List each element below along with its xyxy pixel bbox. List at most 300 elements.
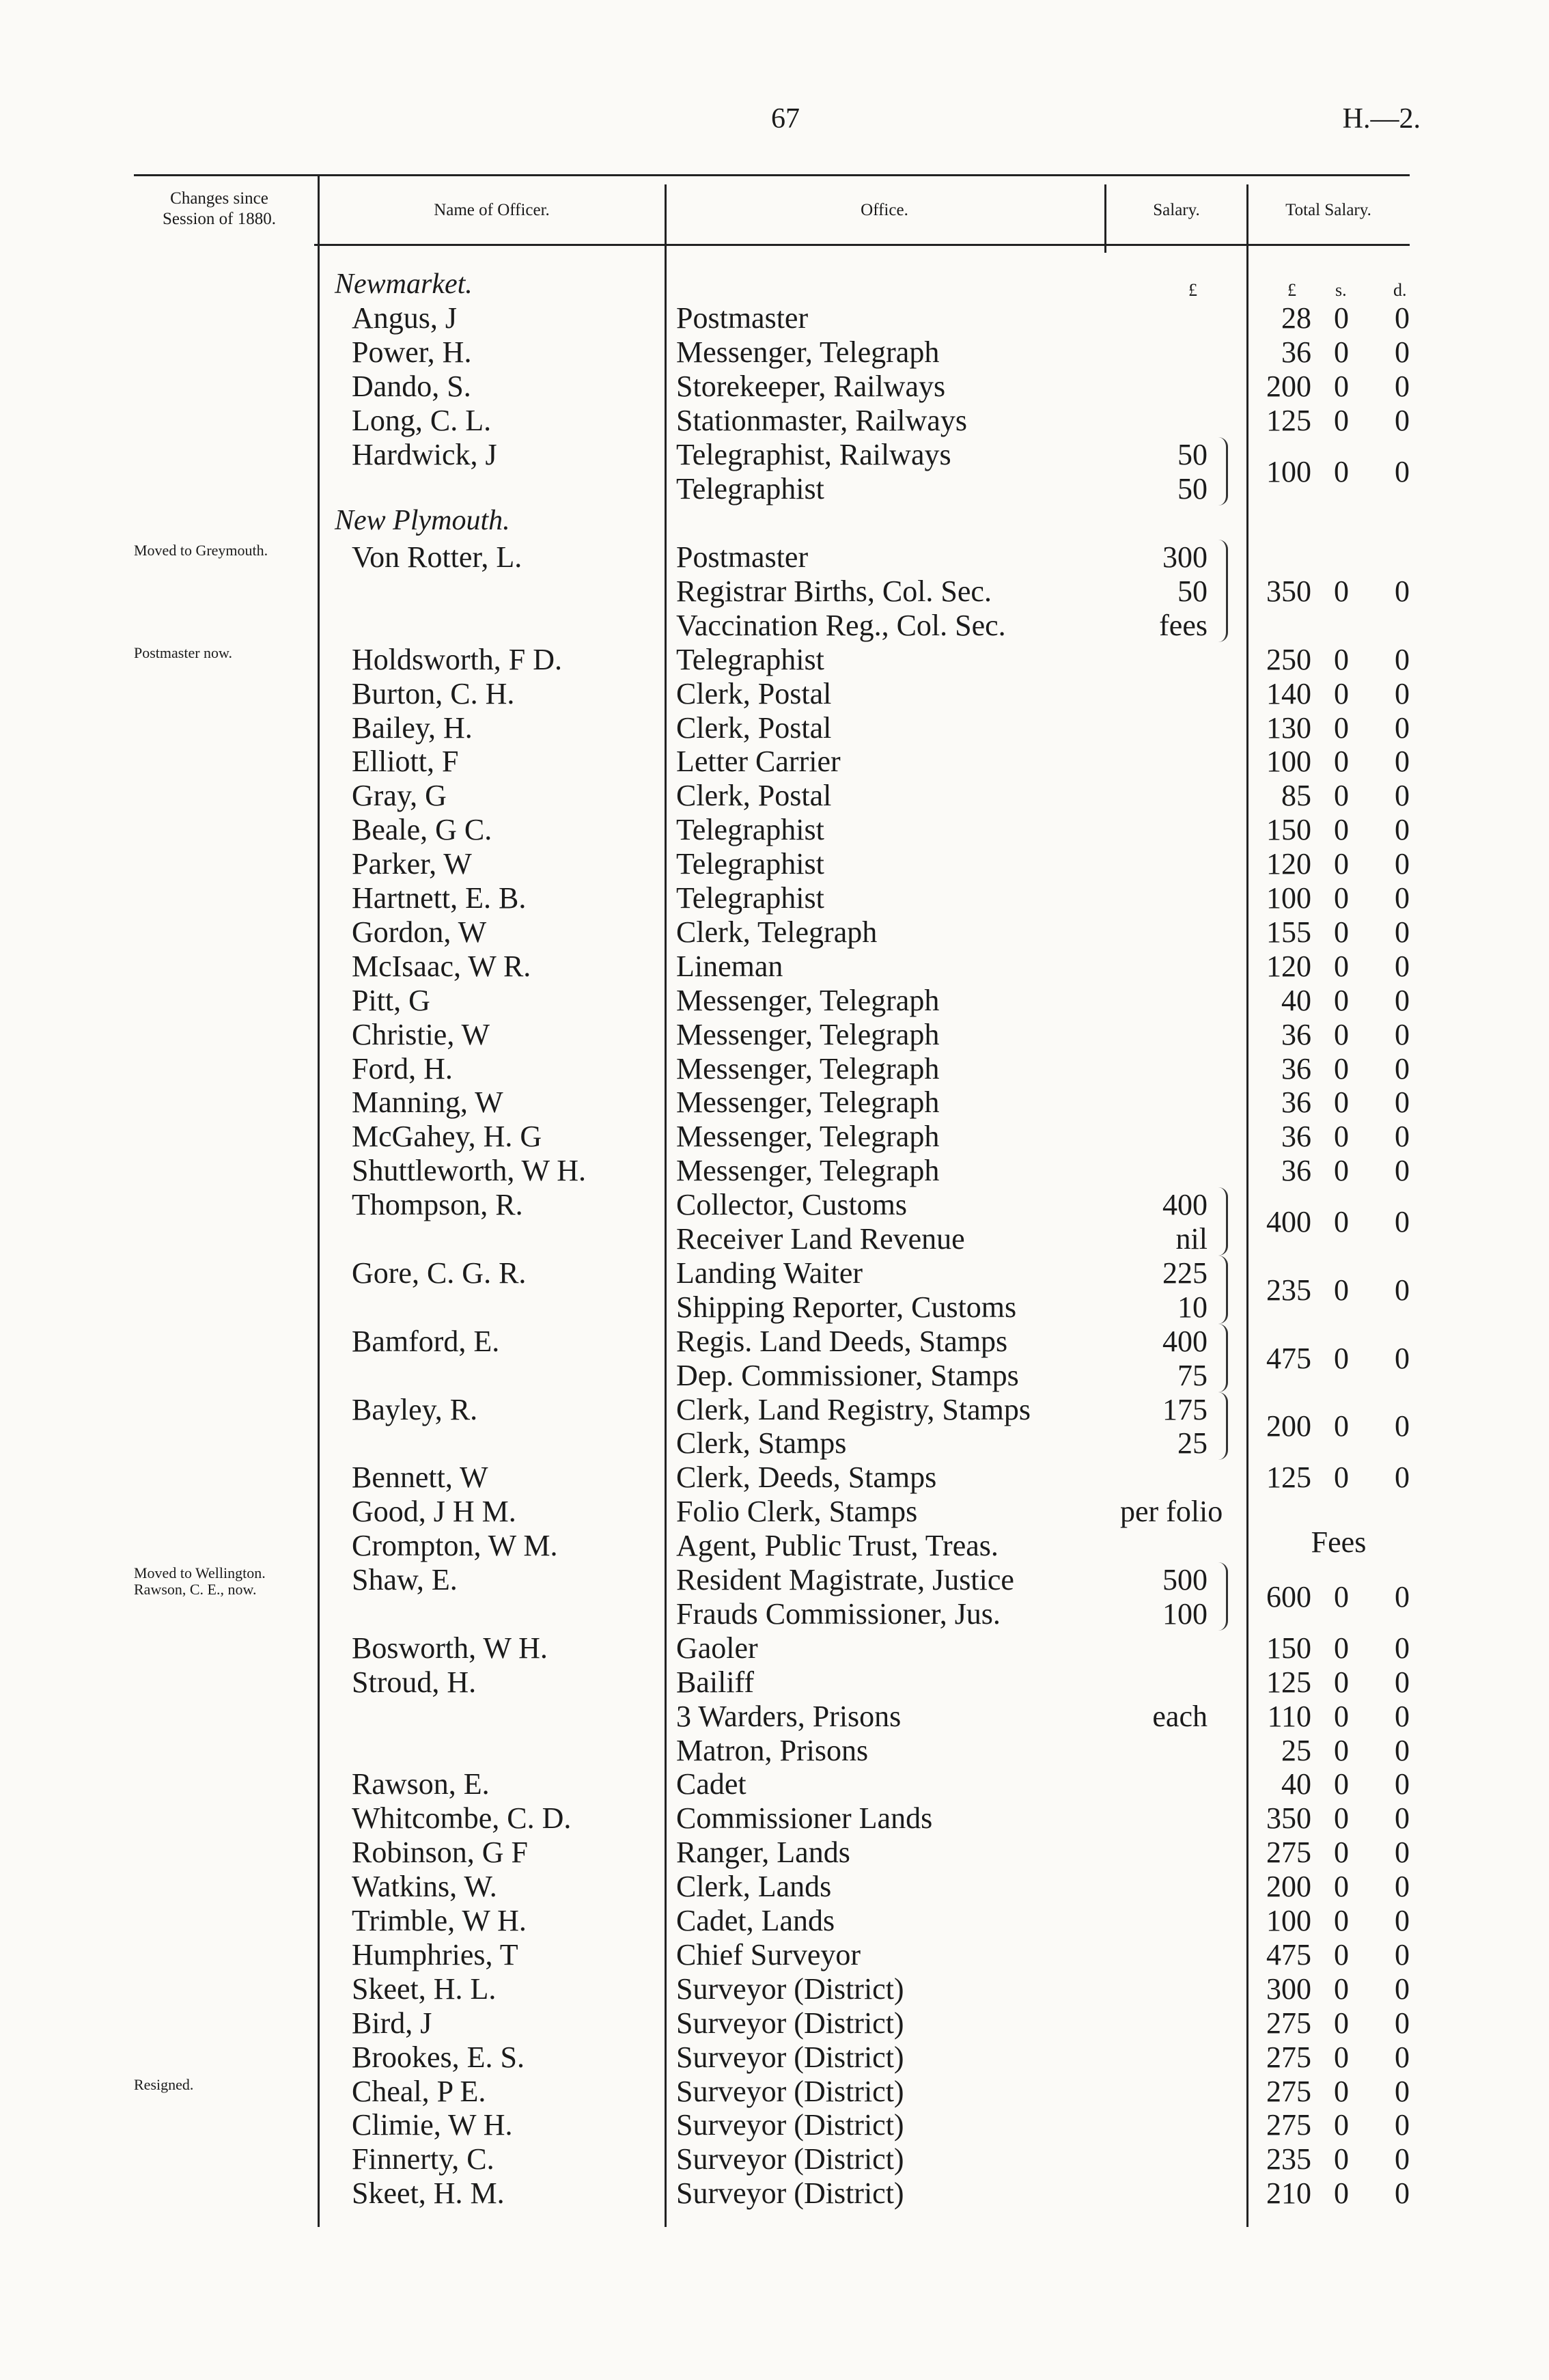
total-shillings: 0 bbox=[1334, 370, 1349, 403]
office-title: Surveyor (District) bbox=[676, 1971, 904, 2006]
table-row bbox=[0, 369, 1549, 403]
table-row bbox=[0, 1017, 1549, 1051]
office-title: Collector, Customs bbox=[676, 1188, 908, 1222]
total-pounds: 200 bbox=[1266, 370, 1311, 403]
office-title: Registrar Births, Col. Sec. bbox=[676, 574, 992, 608]
office-title: Surveyor (District) bbox=[676, 2040, 904, 2074]
group-total-pence: 0 bbox=[1395, 574, 1410, 608]
office-title: Telegraphist bbox=[676, 642, 824, 676]
total-pounds: 85 bbox=[1281, 779, 1311, 813]
office-title: Messenger, Telegraph bbox=[676, 335, 940, 369]
office-title: Lineman bbox=[676, 949, 783, 983]
group-total-shillings: 0 bbox=[1334, 1341, 1349, 1375]
group-total-pounds: 400 bbox=[1266, 1205, 1311, 1239]
total-pence: 0 bbox=[1395, 1801, 1410, 1836]
total-pounds: 36 bbox=[1281, 1154, 1311, 1188]
total-shillings: 0 bbox=[1334, 745, 1349, 779]
total-pounds: 350 bbox=[1266, 1801, 1311, 1836]
table-row bbox=[0, 1494, 1549, 1528]
officer-name: Brookes, E. S. bbox=[352, 2040, 525, 2074]
total-pounds: 120 bbox=[1266, 949, 1311, 983]
office-title: Regis. Land Deeds, Stamps bbox=[676, 1324, 1008, 1358]
total-pence: 0 bbox=[1395, 1461, 1410, 1495]
total-pounds: 275 bbox=[1266, 2006, 1311, 2040]
total-pounds: 275 bbox=[1266, 2108, 1311, 2142]
total-pence: 0 bbox=[1395, 1870, 1410, 1904]
total-pounds: 125 bbox=[1266, 404, 1311, 437]
total-shillings: 0 bbox=[1334, 404, 1349, 437]
total-shillings: 0 bbox=[1334, 2176, 1349, 2211]
table-row bbox=[0, 1801, 1549, 1835]
total-shillings: 0 bbox=[1334, 1870, 1349, 1904]
group-total-row bbox=[0, 1409, 1549, 1443]
header-changes-line2: Session of 1880. bbox=[163, 210, 276, 228]
office-title: Telegraphist bbox=[676, 847, 824, 881]
total-shillings: 0 bbox=[1334, 1017, 1349, 1051]
salary-value: 400 bbox=[1162, 1188, 1208, 1222]
table-row bbox=[0, 846, 1549, 881]
officer-name: Trimble, W H. bbox=[352, 1904, 527, 1937]
table-row bbox=[0, 949, 1549, 983]
total-pounds: 150 bbox=[1266, 1631, 1311, 1665]
group-total-pence: 0 bbox=[1395, 1273, 1410, 1307]
total-shillings: 0 bbox=[1334, 1120, 1349, 1154]
group-total-pence: 0 bbox=[1395, 1205, 1410, 1239]
group-total-pence: 0 bbox=[1395, 455, 1410, 488]
total-shillings: 0 bbox=[1334, 2108, 1349, 2142]
office-title: Telegraphist bbox=[676, 813, 824, 847]
table-row bbox=[0, 881, 1549, 915]
total-pound-unit: £ bbox=[1287, 280, 1296, 300]
total-shillings: 0 bbox=[1334, 813, 1349, 847]
office-title: Matron, Prisons bbox=[676, 1733, 869, 1767]
office-title: Clerk, Postal bbox=[676, 676, 832, 710]
office-title: Messenger, Telegraph bbox=[676, 1051, 940, 1085]
total-shillings: 0 bbox=[1334, 1154, 1349, 1188]
table-row bbox=[0, 2040, 1549, 2074]
salary-value: 25 bbox=[1177, 1426, 1208, 1461]
office-title: Surveyor (District) bbox=[676, 2006, 904, 2040]
officer-name: Elliott, F bbox=[352, 745, 459, 779]
officer-name: Bosworth, W H. bbox=[352, 1631, 548, 1665]
total-shillings-unit: s. bbox=[1335, 280, 1347, 300]
group-total-shillings: 0 bbox=[1334, 1205, 1349, 1239]
salary-value: 10 bbox=[1177, 1290, 1208, 1324]
total-pence: 0 bbox=[1395, 1699, 1410, 1733]
salary-value: 75 bbox=[1177, 1358, 1208, 1392]
office-title: Landing Waiter bbox=[676, 1256, 863, 1290]
total-pence: 0 bbox=[1395, 949, 1410, 983]
table-row bbox=[0, 1631, 1549, 1665]
header-changes bbox=[134, 189, 305, 230]
table-row bbox=[0, 1835, 1549, 1869]
total-pence: 0 bbox=[1395, 2108, 1410, 2142]
total-shillings: 0 bbox=[1334, 1733, 1349, 1767]
office-title: Bailiff bbox=[676, 1665, 755, 1699]
total-pounds: 275 bbox=[1266, 2074, 1311, 2108]
officer-name: Burton, C. H. bbox=[352, 676, 515, 710]
total-pence: 0 bbox=[1395, 1120, 1410, 1154]
officer-name: Bennett, W bbox=[352, 1461, 488, 1495]
salary-value: fees bbox=[1159, 608, 1208, 642]
office-title: Messenger, Telegraph bbox=[676, 1154, 940, 1188]
officer-name: Crompton, W M. bbox=[352, 1529, 558, 1563]
office-title: Receiver Land Revenue bbox=[676, 1222, 965, 1256]
office-title: Surveyor (District) bbox=[676, 2142, 904, 2176]
office-title: Letter Carrier bbox=[676, 745, 841, 779]
office-title: 3 Warders, Prisons bbox=[676, 1699, 902, 1733]
officer-name: Holdsworth, F D. bbox=[352, 642, 563, 676]
group-total-row bbox=[0, 1273, 1549, 1307]
header-bottom-rule bbox=[314, 244, 1410, 246]
total-pounds: 130 bbox=[1266, 710, 1311, 745]
officer-name: Skeet, H. M. bbox=[352, 2176, 505, 2211]
group-total-pounds: 475 bbox=[1266, 1341, 1311, 1375]
office-title: Commissioner Lands bbox=[676, 1801, 933, 1836]
salary-value: 300 bbox=[1162, 540, 1208, 574]
officer-name: Climie, W H. bbox=[352, 2108, 513, 2142]
salary-value: 225 bbox=[1162, 1256, 1208, 1290]
brace-icon bbox=[1214, 437, 1228, 506]
office-title: Clerk, Stamps bbox=[676, 1426, 847, 1461]
group-total-pounds: 235 bbox=[1266, 1273, 1311, 1307]
table-row bbox=[0, 2006, 1549, 2040]
officer-name: Von Rotter, L. bbox=[352, 540, 522, 574]
officer-name: Thompson, R. bbox=[352, 1188, 523, 1222]
brace-icon bbox=[1214, 540, 1228, 642]
table-row bbox=[0, 1937, 1549, 1971]
table-row bbox=[0, 812, 1549, 846]
total-shillings: 0 bbox=[1334, 1971, 1349, 2006]
total-pence: 0 bbox=[1395, 1631, 1410, 1665]
table-row bbox=[0, 1767, 1549, 1801]
total-pounds: 475 bbox=[1266, 1937, 1311, 1971]
officer-name: McGahey, H. G bbox=[352, 1120, 542, 1154]
total-pounds: 125 bbox=[1266, 1461, 1311, 1495]
total-pounds: 250 bbox=[1266, 642, 1311, 676]
total-pounds: 36 bbox=[1281, 1120, 1311, 1154]
page-number: 67 bbox=[771, 103, 800, 135]
office-title: Surveyor (District) bbox=[676, 2074, 904, 2108]
office-title: Clerk, Deeds, Stamps bbox=[676, 1461, 937, 1495]
total-shillings: 0 bbox=[1334, 2006, 1349, 2040]
table-row bbox=[0, 1903, 1549, 1937]
office-title: Clerk, Postal bbox=[676, 779, 832, 813]
office-title: Agent, Public Trust, Treas. bbox=[676, 1529, 999, 1563]
officer-name: Hardwick, J bbox=[352, 438, 497, 471]
total-pounds: 36 bbox=[1281, 1051, 1311, 1085]
officer-name: Bird, J bbox=[352, 2006, 432, 2040]
total-pounds: 36 bbox=[1281, 1085, 1311, 1120]
table-row bbox=[0, 403, 1549, 437]
total-pounds: 155 bbox=[1266, 915, 1311, 949]
table-row bbox=[0, 1699, 1549, 1733]
total-pounds: 140 bbox=[1266, 676, 1311, 710]
officer-name: Shuttleworth, W H. bbox=[352, 1154, 587, 1188]
officer-name: Humphries, T bbox=[352, 1937, 518, 1971]
officer-name: Hartnett, E. B. bbox=[352, 881, 527, 915]
total-pounds: 25 bbox=[1281, 1733, 1311, 1767]
table-row bbox=[0, 2142, 1549, 2176]
total-pence-unit: d. bbox=[1393, 280, 1407, 300]
total-pence: 0 bbox=[1395, 2006, 1410, 2040]
table-row bbox=[0, 983, 1549, 1017]
officer-name: Robinson, G F bbox=[352, 1836, 528, 1870]
header-top-rule bbox=[134, 174, 1410, 176]
total-pence: 0 bbox=[1395, 779, 1410, 813]
total-pence: 0 bbox=[1395, 1017, 1410, 1051]
section-new-plymouth: New Plymouth. bbox=[335, 505, 510, 536]
office-title: Telegraphist bbox=[676, 881, 824, 915]
table-row bbox=[0, 301, 1549, 335]
total-pence: 0 bbox=[1395, 2074, 1410, 2108]
total-shillings: 0 bbox=[1334, 1904, 1349, 1937]
office-title: Messenger, Telegraph bbox=[676, 1120, 940, 1154]
officer-name: Angus, J bbox=[352, 301, 458, 335]
officer-name: Whitcombe, C. D. bbox=[352, 1801, 572, 1836]
total-pounds: 40 bbox=[1281, 1767, 1311, 1801]
total-pence: 0 bbox=[1395, 335, 1410, 369]
total-shillings: 0 bbox=[1334, 1699, 1349, 1733]
officer-name: Christie, W bbox=[352, 1017, 490, 1051]
total-pence: 0 bbox=[1395, 983, 1410, 1017]
total-pounds: 125 bbox=[1266, 1665, 1311, 1699]
total-shillings: 0 bbox=[1334, 1937, 1349, 1971]
table-row bbox=[0, 676, 1549, 710]
document-reference: H.—2. bbox=[1342, 103, 1421, 135]
brace-icon bbox=[1214, 1187, 1228, 1256]
change-note: Moved to Wellington. Rawson, C. E., now. bbox=[134, 1564, 266, 1598]
total-shillings: 0 bbox=[1334, 710, 1349, 745]
group-total-pence: 0 bbox=[1395, 1579, 1410, 1614]
officer-name: McIsaac, W R. bbox=[352, 949, 531, 983]
table-row bbox=[0, 2074, 1549, 2108]
total-shillings: 0 bbox=[1334, 301, 1349, 335]
salary-value: 50 bbox=[1177, 472, 1208, 506]
total-shillings: 0 bbox=[1334, 949, 1349, 983]
total-pence: 0 bbox=[1395, 847, 1410, 881]
fees-total: Fees bbox=[1311, 1525, 1367, 1559]
officer-name: Gray, G bbox=[352, 779, 447, 813]
header-salary: Salary. bbox=[1153, 201, 1200, 219]
officer-name: Manning, W bbox=[352, 1085, 503, 1120]
office-title: Resident Magistrate, Justice bbox=[676, 1563, 1014, 1596]
salary-value: per folio bbox=[1120, 1495, 1223, 1529]
officer-name: Beale, G C. bbox=[352, 813, 492, 847]
total-shillings: 0 bbox=[1334, 1631, 1349, 1665]
officer-name: Stroud, H. bbox=[352, 1665, 477, 1699]
table-row bbox=[0, 1460, 1549, 1494]
brace-icon bbox=[1214, 1392, 1228, 1461]
header-name: Name of Officer. bbox=[434, 201, 550, 219]
salary-value: 100 bbox=[1162, 1596, 1208, 1631]
brace-icon bbox=[1214, 1324, 1228, 1392]
total-shillings: 0 bbox=[1334, 1051, 1349, 1085]
office-title: Messenger, Telegraph bbox=[676, 1085, 940, 1120]
officer-name: Power, H. bbox=[352, 335, 472, 369]
group-total-shillings: 0 bbox=[1334, 1409, 1349, 1443]
group-total-pence: 0 bbox=[1395, 1409, 1410, 1443]
header-office: Office. bbox=[861, 201, 908, 219]
officer-name: Shaw, E. bbox=[352, 1563, 458, 1596]
table-row bbox=[0, 1733, 1549, 1767]
total-pence: 0 bbox=[1395, 1767, 1410, 1801]
table-row bbox=[0, 1971, 1549, 2006]
total-pence: 0 bbox=[1395, 1836, 1410, 1870]
total-pence: 0 bbox=[1395, 881, 1410, 915]
office-title: Messenger, Telegraph bbox=[676, 983, 940, 1017]
group-total-pence: 0 bbox=[1395, 1341, 1410, 1375]
office-title: Folio Clerk, Stamps bbox=[676, 1495, 918, 1529]
total-shillings: 0 bbox=[1334, 676, 1349, 710]
office-title: Frauds Commissioner, Jus. bbox=[676, 1596, 1001, 1631]
section-newmarket: Newmarket. bbox=[335, 268, 473, 300]
group-total-pounds: 350 bbox=[1266, 574, 1311, 608]
salary-value: 500 bbox=[1162, 1563, 1208, 1596]
office-title: Clerk, Telegraph bbox=[676, 915, 878, 949]
total-shillings: 0 bbox=[1334, 2074, 1349, 2108]
salary-value: 175 bbox=[1162, 1392, 1208, 1426]
officer-name: Good, J H M. bbox=[352, 1495, 516, 1529]
officer-name: Skeet, H. L. bbox=[352, 1971, 497, 2006]
office-title: Postmaster bbox=[676, 540, 809, 574]
office-title: Gaoler bbox=[676, 1631, 758, 1665]
officer-name: Watkins, W. bbox=[352, 1870, 497, 1904]
office-title: Chief Surveyor bbox=[676, 1937, 861, 1971]
total-shillings: 0 bbox=[1334, 847, 1349, 881]
table-row bbox=[0, 1051, 1549, 1085]
total-pounds: 300 bbox=[1266, 1971, 1311, 2006]
total-pounds: 275 bbox=[1266, 2040, 1311, 2074]
change-note: Moved to Greymouth. bbox=[134, 542, 268, 559]
table-row bbox=[0, 915, 1549, 949]
total-shillings: 0 bbox=[1334, 1767, 1349, 1801]
salary-value: 50 bbox=[1177, 438, 1208, 471]
total-pence: 0 bbox=[1395, 1051, 1410, 1085]
column-rule-office bbox=[1104, 184, 1106, 253]
total-pence: 0 bbox=[1395, 301, 1410, 335]
brace-icon bbox=[1214, 1562, 1228, 1631]
total-shillings: 0 bbox=[1334, 1801, 1349, 1836]
total-pence: 0 bbox=[1395, 1085, 1410, 1120]
header-changes-line1: Changes since bbox=[170, 189, 268, 208]
officer-name: Long, C. L. bbox=[352, 404, 492, 437]
total-pounds: 100 bbox=[1266, 745, 1311, 779]
office-title: Vaccination Reg., Col. Sec. bbox=[676, 608, 1006, 642]
salary-pound-unit: £ bbox=[1188, 280, 1197, 300]
officer-name: Bayley, R. bbox=[352, 1392, 478, 1426]
officer-name: Ford, H. bbox=[352, 1051, 453, 1085]
table-row bbox=[0, 778, 1549, 812]
change-note: Postmaster now. bbox=[134, 644, 233, 661]
officer-name: Finnerty, C. bbox=[352, 2142, 494, 2176]
office-title: Clerk, Postal bbox=[676, 710, 832, 745]
table-row bbox=[0, 744, 1549, 778]
total-pounds: 120 bbox=[1266, 847, 1311, 881]
total-shillings: 0 bbox=[1334, 983, 1349, 1017]
total-shillings: 0 bbox=[1334, 642, 1349, 676]
officer-name: Parker, W bbox=[352, 847, 472, 881]
total-pence: 0 bbox=[1395, 2142, 1410, 2176]
office-title: Stationmaster, Railways bbox=[676, 404, 967, 437]
total-pence: 0 bbox=[1395, 2176, 1410, 2211]
office-title: Clerk, Land Registry, Stamps bbox=[676, 1392, 1031, 1426]
table-row bbox=[0, 2176, 1549, 2210]
total-shillings: 0 bbox=[1334, 1461, 1349, 1495]
total-pounds: 100 bbox=[1266, 1904, 1311, 1937]
total-pounds: 40 bbox=[1281, 983, 1311, 1017]
table-row bbox=[0, 1665, 1549, 1699]
group-total-shillings: 0 bbox=[1334, 1273, 1349, 1307]
total-shillings: 0 bbox=[1334, 915, 1349, 949]
total-pence: 0 bbox=[1395, 404, 1410, 437]
office-title: Surveyor (District) bbox=[676, 2176, 904, 2211]
group-total-row bbox=[0, 1579, 1549, 1614]
table-row bbox=[0, 540, 1549, 574]
total-pounds: 28 bbox=[1281, 301, 1311, 335]
office-title: Dep. Commissioner, Stamps bbox=[676, 1358, 1019, 1392]
group-total-pounds: 100 bbox=[1266, 455, 1311, 488]
fees-row bbox=[0, 1525, 1549, 1559]
salary-value: nil bbox=[1175, 1222, 1208, 1256]
total-pence: 0 bbox=[1395, 2040, 1410, 2074]
office-title: Telegraphist bbox=[676, 472, 824, 506]
officer-name: Bailey, H. bbox=[352, 710, 473, 745]
total-pounds: 110 bbox=[1267, 1699, 1311, 1733]
total-pounds: 210 bbox=[1266, 2176, 1311, 2211]
total-pence: 0 bbox=[1395, 1971, 1410, 2006]
table-row bbox=[0, 710, 1549, 745]
office-title: Ranger, Lands bbox=[676, 1836, 850, 1870]
group-total-row bbox=[0, 574, 1549, 608]
office-title: Cadet bbox=[676, 1767, 746, 1801]
salary-value: each bbox=[1152, 1699, 1208, 1733]
group-total-shillings: 0 bbox=[1334, 455, 1349, 488]
office-title: Clerk, Lands bbox=[676, 1870, 832, 1904]
officer-name: Gore, C. G. R. bbox=[352, 1256, 527, 1290]
total-pence: 0 bbox=[1395, 1937, 1410, 1971]
officer-name: Bamford, E. bbox=[352, 1324, 500, 1358]
group-total-shillings: 0 bbox=[1334, 1579, 1349, 1614]
office-title: Storekeeper, Railways bbox=[676, 370, 946, 403]
office-title: Messenger, Telegraph bbox=[676, 1017, 940, 1051]
office-title: Surveyor (District) bbox=[676, 2108, 904, 2142]
header-total-salary: Total Salary. bbox=[1285, 201, 1371, 219]
salary-value: 50 bbox=[1177, 574, 1208, 608]
total-shillings: 0 bbox=[1334, 2142, 1349, 2176]
total-shillings: 0 bbox=[1334, 1665, 1349, 1699]
total-pounds: 100 bbox=[1266, 881, 1311, 915]
table-row bbox=[0, 1085, 1549, 1119]
total-shillings: 0 bbox=[1334, 881, 1349, 915]
total-pounds: 36 bbox=[1281, 335, 1311, 369]
table-row bbox=[0, 1153, 1549, 1187]
total-shillings: 0 bbox=[1334, 2040, 1349, 2074]
total-pence: 0 bbox=[1395, 915, 1410, 949]
officer-name: Pitt, G bbox=[352, 983, 430, 1017]
total-pence: 0 bbox=[1395, 1733, 1410, 1767]
total-shillings: 0 bbox=[1334, 335, 1349, 369]
total-pounds: 200 bbox=[1266, 1870, 1311, 1904]
total-pence: 0 bbox=[1395, 642, 1410, 676]
group-total-pounds: 600 bbox=[1266, 1579, 1311, 1614]
office-title: Cadet, Lands bbox=[676, 1904, 835, 1937]
officer-name: Gordon, W bbox=[352, 915, 487, 949]
total-pounds: 235 bbox=[1266, 2142, 1311, 2176]
total-pence: 0 bbox=[1395, 1154, 1410, 1188]
table-row bbox=[0, 2107, 1549, 2142]
total-pence: 0 bbox=[1395, 370, 1410, 403]
